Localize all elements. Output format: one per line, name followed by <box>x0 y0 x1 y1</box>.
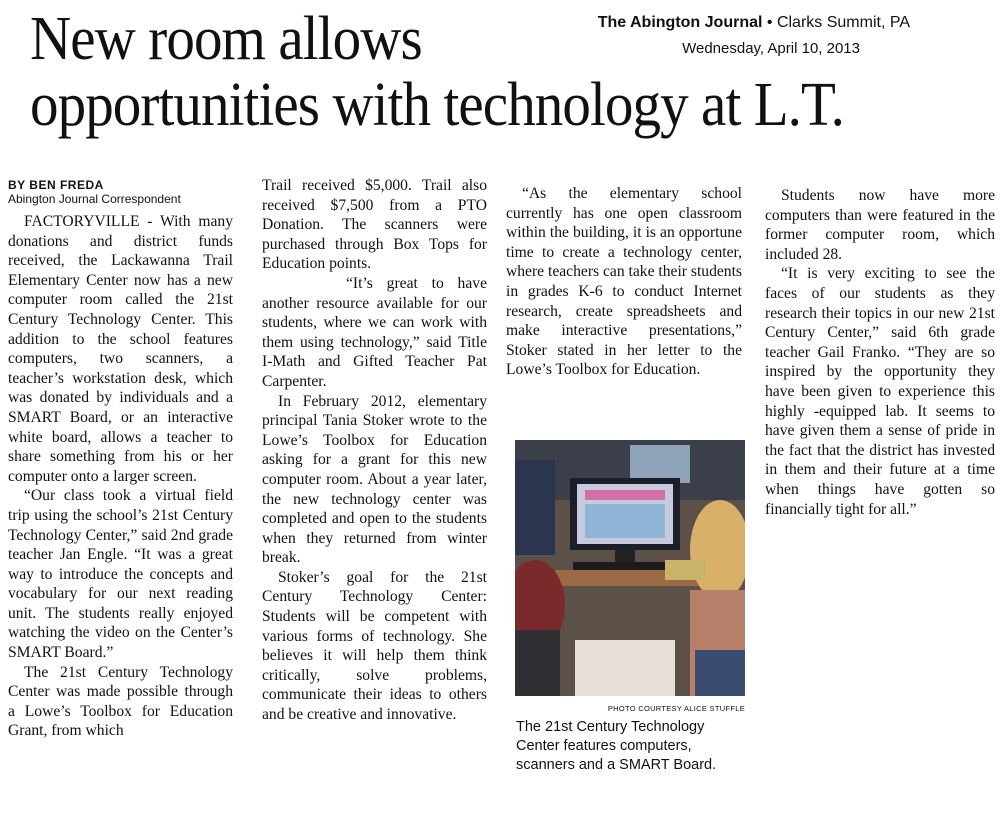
paragraph: The 21st Century Technology Center was made possible through a Lowe’s Toolbox for Education Grant, from which <box>8 663 233 740</box>
paragraph: “It’s great to have another resource available for our students, where we can work with them using technology,” said Title I-Math and Gifted Teacher Pat Carpenter. <box>262 274 487 390</box>
paragraph: “Our class took a virtual field trip using the school’s 21st Century Technology Center,” said 2nd grade teacher Jan Engle. “It was a great way to introduce the concepts and vocabulary for our next reading unit. The students really enjoyed watching the video on the Center’s SMART Board.” <box>8 487 233 662</box>
headline-line-1: New room allows <box>30 5 422 73</box>
paragraph: Stoker’s goal for the 21st Century Technology Center: Students will be competent with various forms of technology. She believes it will help them think critically, solve problems, communicate their ideas to others and be creative and innovative. <box>262 568 487 724</box>
paper-name: The Abington Journal <box>597 14 763 31</box>
byline-title: Abington Journal Correspondent <box>8 192 181 206</box>
paragraph: In February 2012, elementary principal Tania Stoker wrote to the Lowe’s Toolbox for Education asking for a grant for this new computer room. About a year later, the new technology center was completed and open to the students when they returned from winter break. <box>262 392 487 567</box>
article-column-2 <box>262 176 487 725</box>
classroom-photo-illustration <box>515 440 745 696</box>
classroom-photo <box>515 440 745 696</box>
paper-location: Clarks Summit, PA <box>776 14 910 31</box>
photo-credit: PHOTO COURTESY ALICE STUFFLE <box>607 704 745 713</box>
paragraph: “It is very exciting to see the faces of our students as they research their topics in our new 21st Century Center,” said 6th grade teacher Gail Franko. “They are so inspired by the opportunity they have been given to experience this highly -equipped lab. It seems to have given them a sense of pride in the fact that the district has invested in them and their future at a time when things have gotten so financially tight for all.” <box>765 265 995 518</box>
article-column-4 <box>765 186 995 519</box>
paragraph: Students now have more computers than were featured in the former computer room, which included 28. <box>765 187 995 263</box>
issue-date: Wednesday, April 10, 2013 <box>682 40 860 57</box>
paragraph: FACTORYVILLE - With many donations and district funds received, the Lackawanna Trail Elementary Center now has a new computer room called the 21st Century Technology Center. This addition to the school features computers, two scanners, a teacher’s workstation desk, which was donated by individuals and a SMART Board, or an interactive white board, allows a teacher to share something from his or her computer onto a larger screen. <box>8 213 233 485</box>
paragraph: Trail received $5,000. Trail also received $7,500 from a PTO Donation. The scanners were purchased through Box Tops for Education points. <box>262 177 487 273</box>
byline-author: BY BEN FREDA <box>8 178 104 192</box>
article-column-3 <box>506 184 742 380</box>
headline <box>30 6 913 138</box>
article-column-1 <box>8 178 233 741</box>
headline-line-2: opportunities with technology at L.T. <box>30 71 845 139</box>
photo-caption: The 21st Century Technology Center features computers, scanners and a SMART Board. <box>516 719 717 773</box>
masthead: The Abington Journal • Clarks Summit, PA Wednesday, April 10, 2013 <box>550 14 910 57</box>
paragraph: “As the elementary school currently has one open classroom within the building, it is an opportune time to create a technology center, where teachers can take their students in grades K-6 to conduct Internet research, create spreadsheets and make interactive presentations,” Stoker stated in her letter to the Lowe’s Toolbox for Education. <box>506 185 742 379</box>
